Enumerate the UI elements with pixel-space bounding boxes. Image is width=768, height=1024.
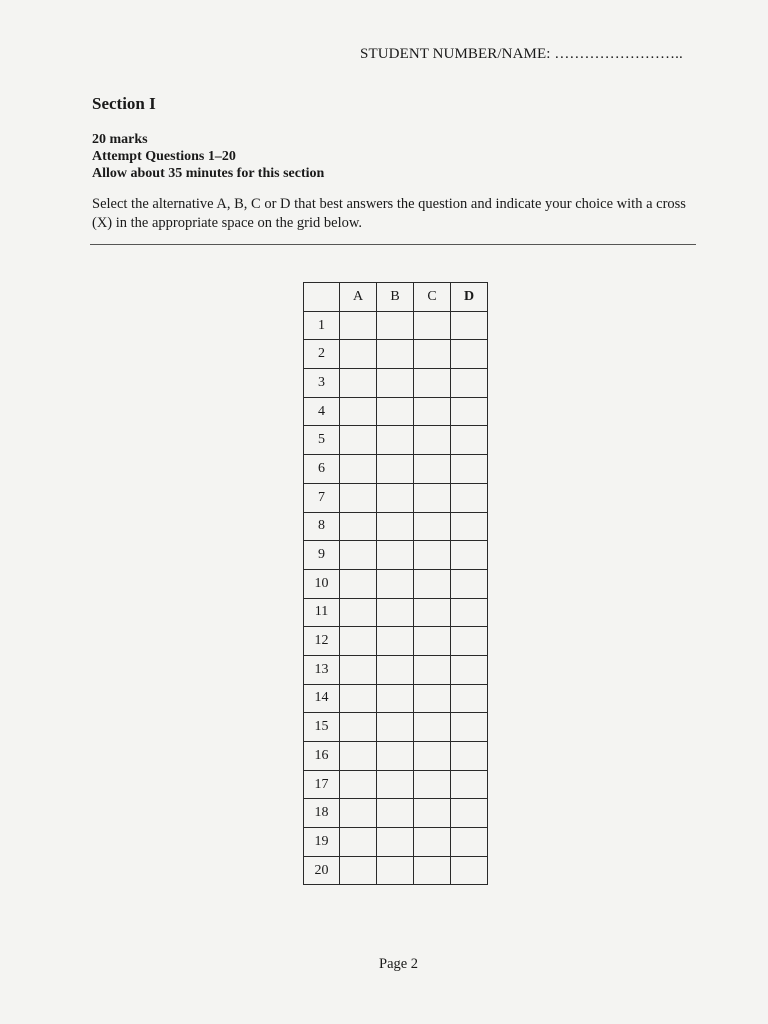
answer-cell-d[interactable]: [451, 655, 488, 684]
answer-cell-c[interactable]: [414, 340, 451, 369]
question-number: 18: [304, 799, 340, 828]
answer-cell-a[interactable]: [340, 369, 377, 398]
answer-cell-c[interactable]: [414, 483, 451, 512]
answer-cell-b[interactable]: [377, 713, 414, 742]
answer-row: [304, 455, 488, 484]
question-number: 13: [304, 655, 340, 684]
answer-cell-c[interactable]: [414, 627, 451, 656]
time-allowance-text: Allow about 35 minutes for this section: [92, 166, 325, 181]
answer-row: [304, 541, 488, 570]
answer-cell-d[interactable]: [451, 684, 488, 713]
answer-grid: [303, 282, 488, 885]
answer-row: [304, 426, 488, 455]
answer-cell-c[interactable]: [414, 541, 451, 570]
answer-row: [304, 627, 488, 656]
answer-cell-b[interactable]: [377, 340, 414, 369]
question-number: 11: [304, 598, 340, 627]
answer-cell-c[interactable]: [414, 369, 451, 398]
answer-cell-c[interactable]: [414, 742, 451, 771]
question-number: 5: [304, 426, 340, 455]
answer-cell-a[interactable]: [340, 828, 377, 857]
answer-cell-a[interactable]: [340, 340, 377, 369]
answer-cell-c[interactable]: [414, 856, 451, 885]
answer-cell-b[interactable]: [377, 627, 414, 656]
marks-text: 20 marks: [92, 132, 148, 147]
option-header-c: C: [414, 283, 451, 312]
answer-cell-d[interactable]: [451, 856, 488, 885]
answer-row: [304, 856, 488, 885]
answer-row: [304, 311, 488, 340]
answer-cell-c[interactable]: [414, 655, 451, 684]
answer-cell-c[interactable]: [414, 426, 451, 455]
answer-cell-c[interactable]: [414, 512, 451, 541]
answer-cell-d[interactable]: [451, 455, 488, 484]
answer-row: [304, 340, 488, 369]
section-meta: [92, 131, 324, 182]
answer-cell-a[interactable]: [340, 713, 377, 742]
answer-cell-b[interactable]: [377, 655, 414, 684]
answer-cell-d[interactable]: [451, 311, 488, 340]
answer-cell-a[interactable]: [340, 311, 377, 340]
answer-row: [304, 397, 488, 426]
answer-cell-b[interactable]: [377, 369, 414, 398]
answer-row: [304, 770, 488, 799]
answer-row: [304, 512, 488, 541]
answer-cell-b[interactable]: [377, 684, 414, 713]
answer-cell-c[interactable]: [414, 770, 451, 799]
question-number: 17: [304, 770, 340, 799]
answer-cell-c[interactable]: [414, 311, 451, 340]
section-title: Section I: [92, 94, 156, 113]
answer-cell-a[interactable]: [340, 799, 377, 828]
answer-cell-d[interactable]: [451, 828, 488, 857]
answer-cell-a[interactable]: [340, 483, 377, 512]
answer-cell-b[interactable]: [377, 311, 414, 340]
answer-cell-b[interactable]: [377, 426, 414, 455]
answer-row: [304, 828, 488, 857]
answer-row: [304, 483, 488, 512]
option-header-b: B: [377, 283, 414, 312]
question-number: 14: [304, 684, 340, 713]
question-number: 7: [304, 483, 340, 512]
answer-cell-d[interactable]: [451, 369, 488, 398]
answer-cell-a[interactable]: [340, 742, 377, 771]
question-number: 9: [304, 541, 340, 570]
question-number: 12: [304, 627, 340, 656]
answer-row: [304, 742, 488, 771]
answer-cell-a[interactable]: [340, 684, 377, 713]
answer-row: [304, 569, 488, 598]
answer-cell-a[interactable]: [340, 512, 377, 541]
answer-cell-a[interactable]: [340, 569, 377, 598]
answer-cell-a[interactable]: [340, 598, 377, 627]
answer-cell-c[interactable]: [414, 397, 451, 426]
answer-cell-d[interactable]: [451, 742, 488, 771]
answer-cell-d[interactable]: [451, 397, 488, 426]
question-number: 2: [304, 340, 340, 369]
answer-cell-a[interactable]: [340, 655, 377, 684]
student-number-name-line[interactable]: STUDENT NUMBER/NAME: ……………………..: [360, 46, 683, 62]
option-header-a: A: [340, 283, 377, 312]
answer-cell-b[interactable]: [377, 455, 414, 484]
answer-cell-c[interactable]: [414, 598, 451, 627]
answer-cell-d[interactable]: [451, 713, 488, 742]
answer-grid-header-row: [304, 283, 488, 312]
answer-cell-b[interactable]: [377, 483, 414, 512]
answer-cell-d[interactable]: [451, 512, 488, 541]
answer-cell-b[interactable]: [377, 856, 414, 885]
answer-row: [304, 598, 488, 627]
answer-cell-c[interactable]: [414, 828, 451, 857]
answer-cell-b[interactable]: [377, 742, 414, 771]
answer-cell-d[interactable]: [451, 340, 488, 369]
answer-row: [304, 655, 488, 684]
question-number: 16: [304, 742, 340, 771]
answer-cell-b[interactable]: [377, 512, 414, 541]
answer-cell-d[interactable]: [451, 569, 488, 598]
question-number: 10: [304, 569, 340, 598]
answer-cell-a[interactable]: [340, 627, 377, 656]
answer-cell-b[interactable]: [377, 799, 414, 828]
question-number: 1: [304, 311, 340, 340]
answer-cell-b[interactable]: [377, 541, 414, 570]
answer-cell-d[interactable]: [451, 799, 488, 828]
page-number: Page 2: [379, 956, 419, 972]
answer-cell-d[interactable]: [451, 598, 488, 627]
answer-cell-d[interactable]: [451, 541, 488, 570]
answer-cell-c[interactable]: [414, 455, 451, 484]
answer-cell-b[interactable]: [377, 397, 414, 426]
attempt-text: Attempt Questions 1–20: [92, 149, 236, 164]
question-number: 19: [304, 828, 340, 857]
answer-cell-a[interactable]: [340, 856, 377, 885]
answer-cell-a[interactable]: [340, 397, 377, 426]
answer-cell-a[interactable]: [340, 426, 377, 455]
question-number: 15: [304, 713, 340, 742]
answer-cell-a[interactable]: [340, 770, 377, 799]
question-number-header: [304, 283, 340, 312]
question-number: 4: [304, 397, 340, 426]
question-number: 20: [304, 856, 340, 885]
instructions-text: Select the alternative A, B, C or D that best answers the question and indicate your choice with a cross (X) in the appropriate space on the grid below.: [92, 196, 686, 231]
answer-row: [304, 369, 488, 398]
answer-grid-body: [304, 311, 488, 885]
question-number: 8: [304, 512, 340, 541]
answer-row: [304, 799, 488, 828]
answer-cell-c[interactable]: [414, 799, 451, 828]
answer-cell-c[interactable]: [414, 713, 451, 742]
answer-cell-b[interactable]: [377, 770, 414, 799]
answer-cell-b[interactable]: [377, 598, 414, 627]
answer-cell-d[interactable]: [451, 770, 488, 799]
answer-cell-d[interactable]: [451, 627, 488, 656]
answer-row: [304, 713, 488, 742]
answer-cell-a[interactable]: [340, 455, 377, 484]
question-number: 6: [304, 455, 340, 484]
answer-cell-d[interactable]: [451, 483, 488, 512]
answer-cell-b[interactable]: [377, 569, 414, 598]
option-header-d: D: [451, 283, 488, 312]
answer-cell-a[interactable]: [340, 541, 377, 570]
answer-cell-c[interactable]: [414, 684, 451, 713]
answer-row: [304, 684, 488, 713]
divider-line: [90, 244, 696, 245]
answer-cell-b[interactable]: [377, 828, 414, 857]
answer-cell-c[interactable]: [414, 569, 451, 598]
answer-cell-d[interactable]: [451, 426, 488, 455]
question-number: 3: [304, 369, 340, 398]
